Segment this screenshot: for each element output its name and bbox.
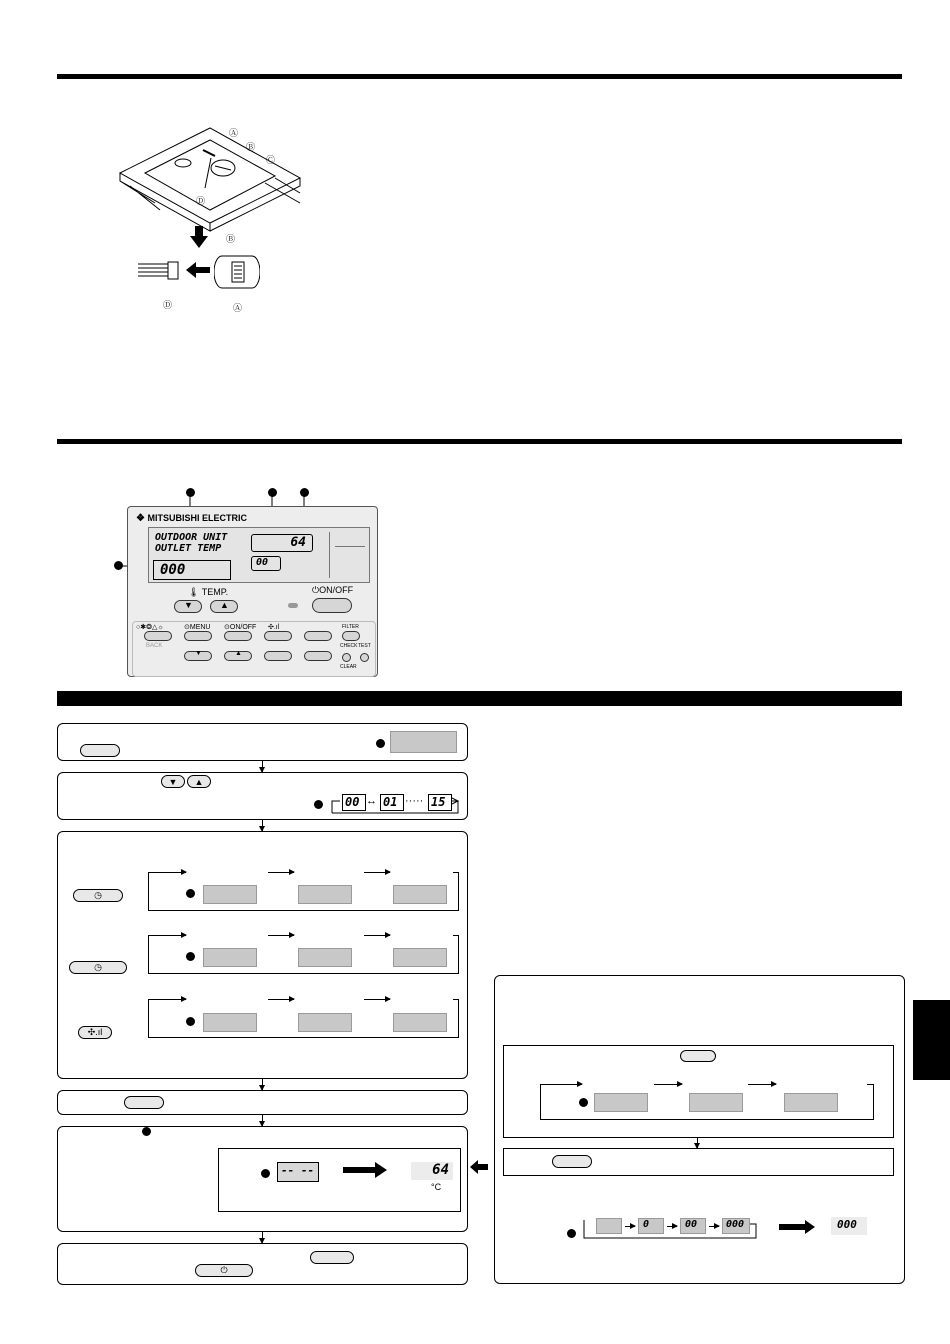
- step-1-display: [390, 731, 457, 753]
- side-step-button[interactable]: [552, 1155, 592, 1168]
- address-code-00: 00: [342, 794, 366, 811]
- filter-label: FILTER: [342, 624, 359, 630]
- cycle-3-display-c: [393, 1013, 447, 1032]
- lcd-small-frame: [251, 556, 281, 571]
- address-code-15: 15: [428, 794, 452, 811]
- timer-up-button[interactable]: ▲: [224, 651, 252, 661]
- step-2-up-button[interactable]: ▲: [187, 775, 211, 788]
- timer-onoff-label: ⊙ON/OFF: [224, 624, 257, 631]
- step-6-box: [57, 1243, 468, 1285]
- lcd-value-frame: [251, 534, 313, 552]
- down-arrow-icon: [190, 226, 208, 248]
- step-1-box: [57, 723, 468, 761]
- side-cycle-button[interactable]: [680, 1050, 716, 1062]
- step-6-onoff-button[interactable]: ⏻: [195, 1264, 253, 1277]
- check-button[interactable]: [342, 653, 351, 662]
- test-button[interactable]: [360, 653, 369, 662]
- side-panel: [494, 975, 905, 1284]
- reset-arrow-icon: [779, 1220, 815, 1234]
- menu-label: ⊙MENU: [184, 624, 211, 631]
- section-rule-1: [57, 74, 902, 79]
- temp-down-button[interactable]: ▼: [174, 600, 202, 613]
- cycle-1-display-c: [393, 885, 447, 904]
- cycle-1-display-a: [203, 885, 257, 904]
- step-3-fan-button[interactable]: ✣.ıl: [78, 1026, 112, 1039]
- cycle-3-display-a: [203, 1013, 257, 1032]
- step-2-box: [57, 772, 468, 820]
- step-4-button[interactable]: [124, 1096, 164, 1109]
- lcd-panel: [148, 527, 370, 583]
- callout-c: Ⓒ: [266, 155, 276, 165]
- seq-00: 00: [680, 1218, 706, 1234]
- callout-a2: Ⓐ: [233, 303, 243, 313]
- cycle-3-display-b: [298, 1013, 352, 1032]
- lcd-small: 00: [256, 557, 269, 568]
- unit-label: °C: [431, 1182, 442, 1192]
- timer-down-button[interactable]: ▼: [184, 651, 212, 661]
- lcd-code-frame: [153, 560, 231, 580]
- step-4-box: [57, 1090, 468, 1115]
- step-5-display-frame: [218, 1148, 461, 1212]
- mode-button[interactable]: [144, 631, 172, 641]
- lcd-code: 000: [160, 562, 186, 578]
- step-3-timer-button[interactable]: ◷: [73, 889, 123, 902]
- temp-up-button[interactable]: ▲: [210, 600, 238, 613]
- step-1-dot: [376, 739, 385, 748]
- brand-logo: ❖ MITSUBISHI ELECTRIC: [136, 513, 247, 524]
- cycle-1-display-b: [298, 885, 352, 904]
- connector-plug-icon: [138, 258, 180, 284]
- seq-0: 0: [638, 1218, 664, 1234]
- back-label: BACK: [146, 643, 163, 649]
- reset-result: 000: [831, 1217, 867, 1235]
- cycle-2-display-c: [393, 948, 447, 967]
- check-label: CHECK: [340, 643, 358, 649]
- section-bar-3: [57, 691, 902, 706]
- side-display-b: [689, 1093, 743, 1112]
- left-arrow-connector-icon: [470, 1160, 488, 1174]
- callout-b2: Ⓑ: [226, 234, 236, 244]
- louver-button[interactable]: [264, 651, 292, 661]
- connector-illustration: [115, 118, 305, 318]
- side-step-box: [503, 1148, 894, 1176]
- section-rule-2: [57, 439, 902, 444]
- step-5-box: [57, 1126, 468, 1232]
- clear-label: CLEAR: [340, 664, 357, 670]
- onoff-button[interactable]: [312, 598, 352, 613]
- left-arrow-icon: [186, 262, 210, 278]
- fan-button[interactable]: [264, 631, 292, 641]
- seq-000: 000: [722, 1218, 750, 1234]
- menu-button[interactable]: [184, 631, 212, 641]
- step-2-dot: [314, 800, 323, 809]
- result-display: 64: [411, 1162, 453, 1180]
- ellipsis-dots: ·····: [405, 795, 424, 807]
- step-3-box: [57, 831, 468, 1079]
- seq-blank: [596, 1218, 622, 1234]
- onoff-label: ⏻ON/OFF: [312, 585, 354, 595]
- temp-label: 🌡 TEMP.: [188, 587, 229, 597]
- step-5-dot: [142, 1127, 151, 1136]
- side-display-c: [784, 1093, 838, 1112]
- step-2-down-button[interactable]: ▼: [161, 775, 185, 788]
- fan-label: ✣.ıl: [268, 624, 280, 631]
- side-display-a: [594, 1093, 648, 1112]
- callout-d: Ⓓ: [196, 196, 206, 206]
- timer-onoff-button[interactable]: [224, 631, 252, 641]
- blinking-display: -- --: [277, 1162, 319, 1182]
- step-6-button[interactable]: [310, 1251, 354, 1264]
- callout-b: Ⓑ: [246, 142, 256, 152]
- mode-icons: ○✱❂△☼: [136, 624, 164, 631]
- callout-a: Ⓐ: [229, 128, 239, 138]
- side-cycle-box: [503, 1045, 894, 1138]
- vent-button[interactable]: [304, 651, 332, 661]
- step-1-button[interactable]: [80, 744, 120, 757]
- test-label: TEST: [358, 643, 371, 649]
- address-code-01: 01: [380, 794, 404, 811]
- vane-button[interactable]: [304, 631, 332, 641]
- swap-arrow-icon: ↔: [366, 795, 377, 807]
- cycle-2-display-b: [298, 948, 352, 967]
- callout-d2: Ⓓ: [163, 300, 173, 310]
- operation-lamp: [288, 603, 298, 608]
- filter-button[interactable]: [342, 631, 360, 641]
- cycle-2-display-a: [203, 948, 257, 967]
- lcd-text-line1: OUTDOOR UNIT: [155, 532, 228, 543]
- switch-icon: [214, 254, 260, 290]
- remote-controller: [127, 506, 378, 677]
- step-3-timer-menu-button[interactable]: ◷: [69, 961, 127, 974]
- result-arrow-icon: [343, 1162, 387, 1178]
- lcd-text-line2: OUTLET TEMP: [155, 543, 222, 554]
- lcd-value: 64: [290, 535, 306, 550]
- section-tab: [913, 1000, 950, 1080]
